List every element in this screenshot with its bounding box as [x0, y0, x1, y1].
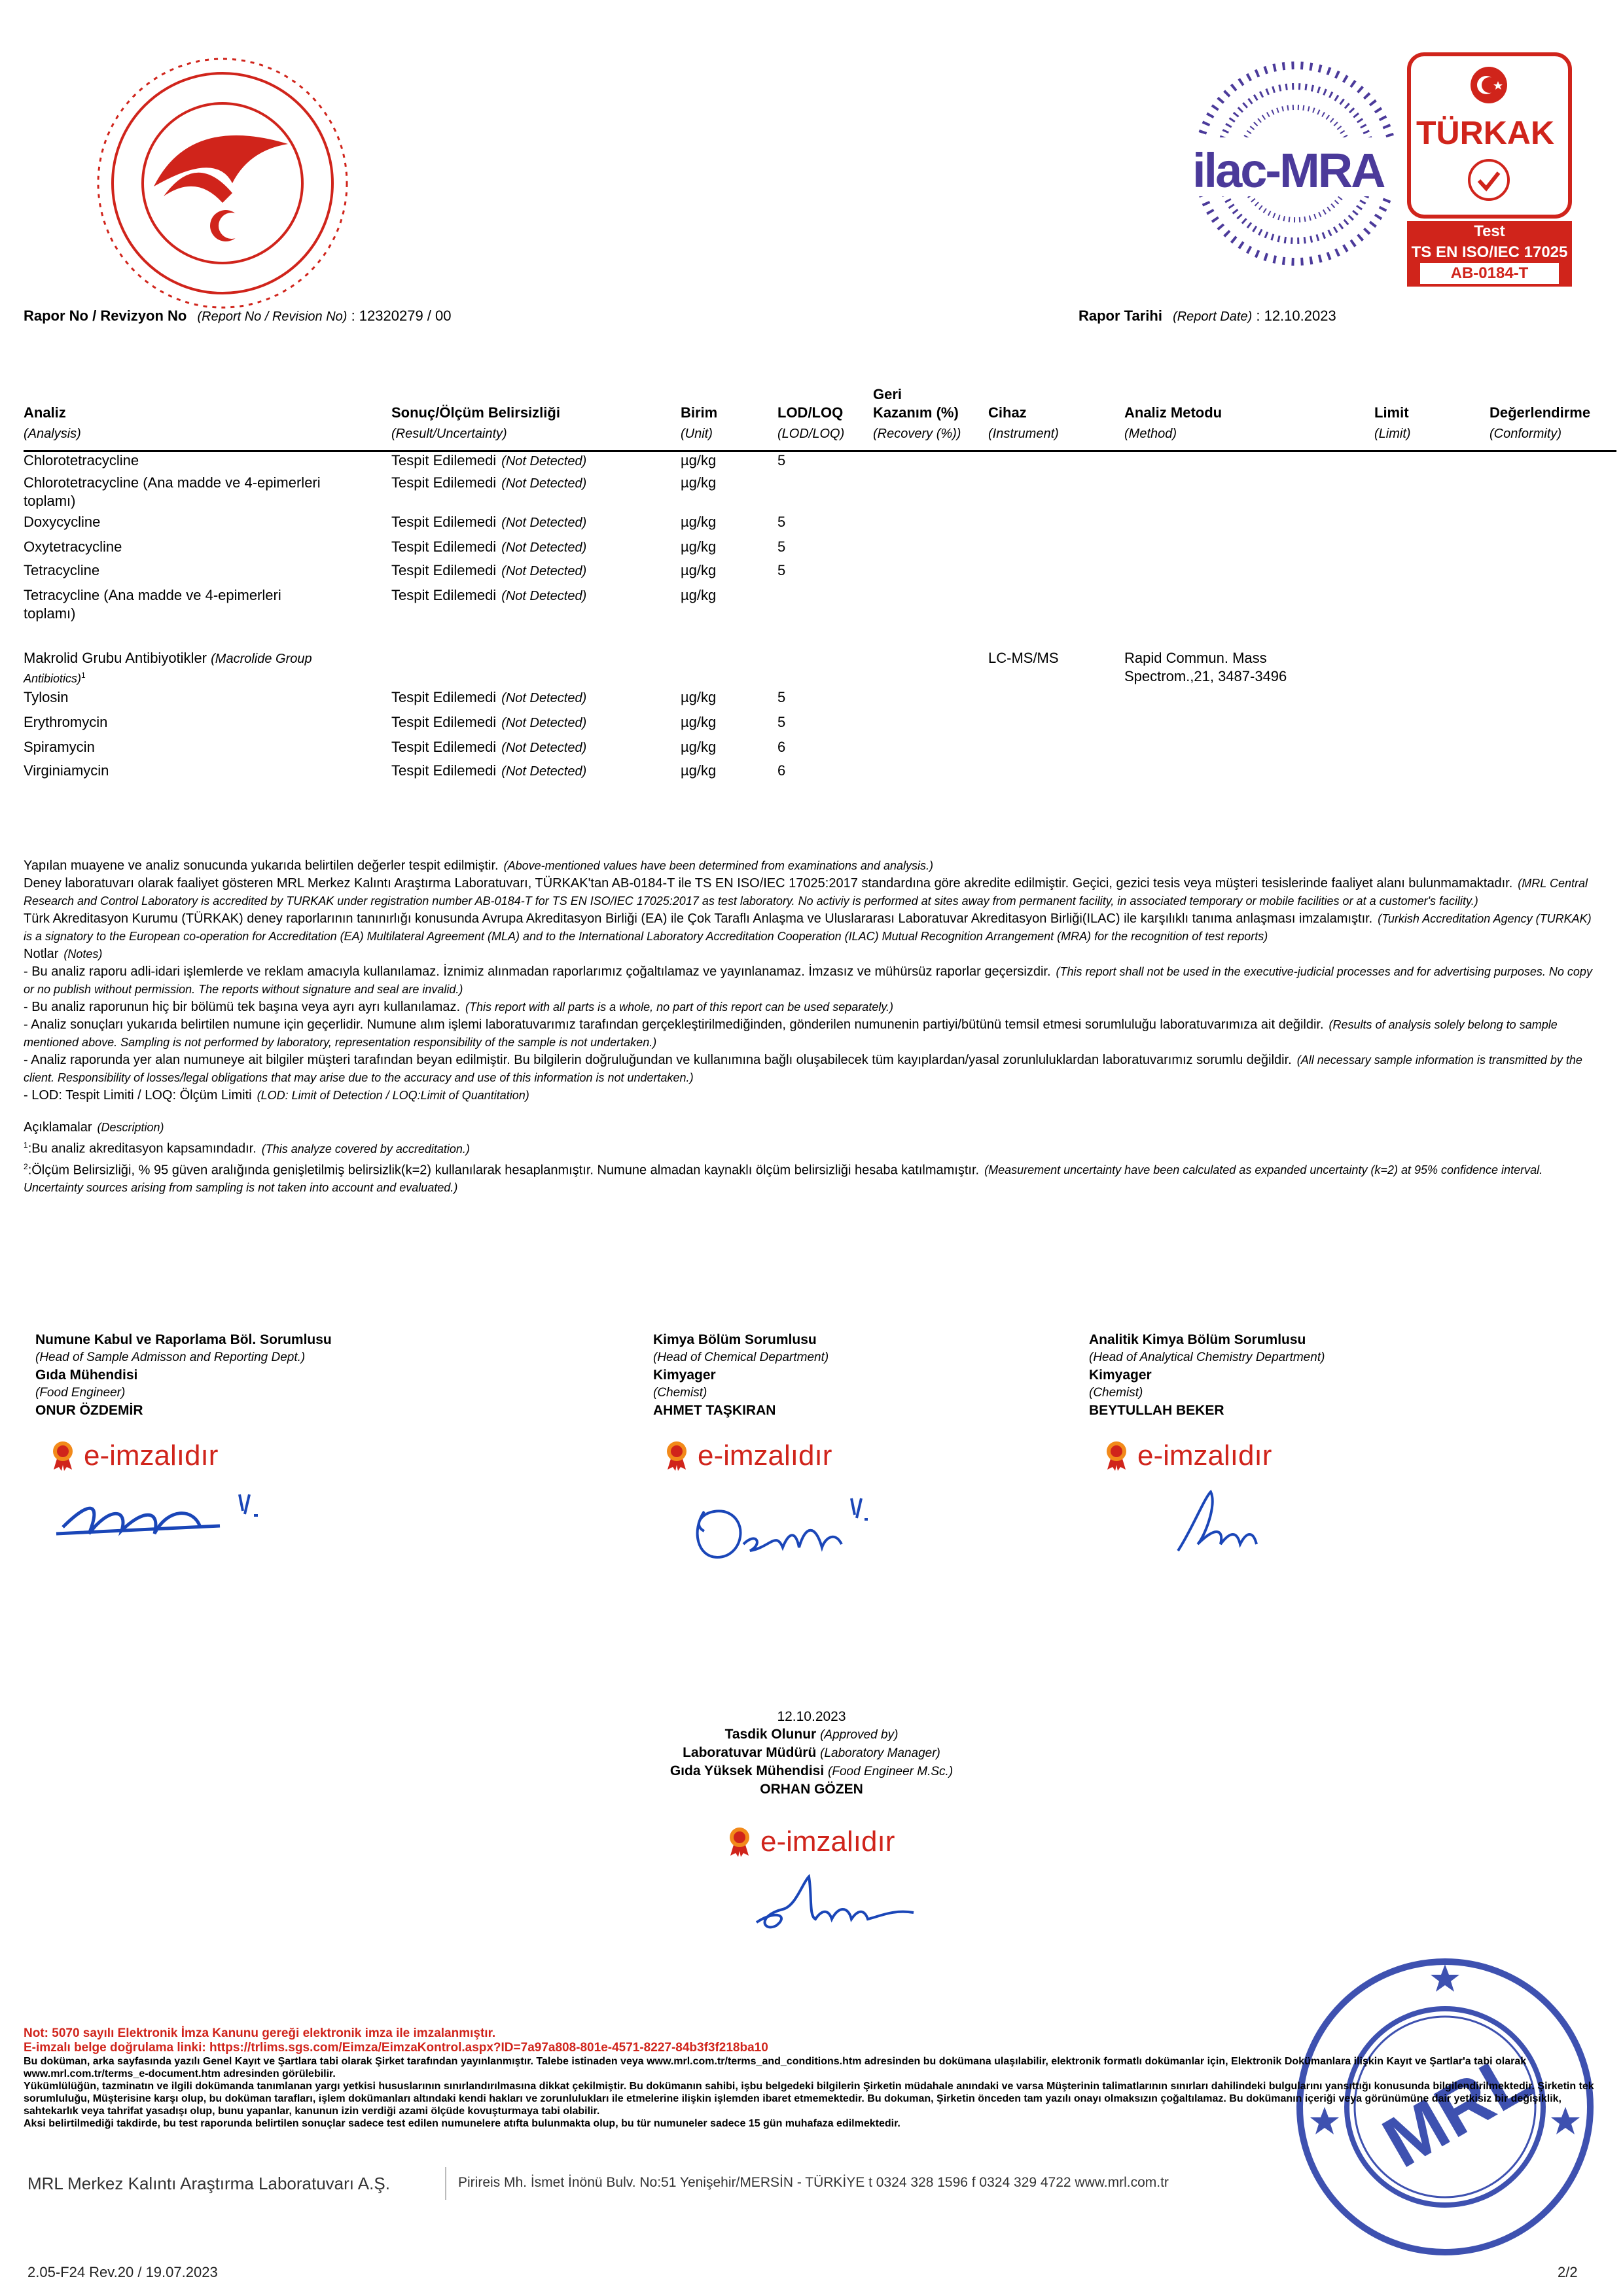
footer-address: Pirireis Mh. İsmet İnönü Bulv. No:51 Yenişehir/MERSİN - TÜRKİYE t 0324 328 1596 f 0324 329 4722 www.mrl.com.tr [458, 2175, 1169, 2190]
row-result [391, 538, 586, 557]
col-method-en: (Method) [1124, 427, 1177, 441]
expl-text: :Bu analiz akreditasyon kapsamındadır. [27, 1141, 257, 1156]
row-analysis-cont: toplamı) [24, 493, 76, 509]
signer-title: Analitik Kimya Bölüm Sorumlusu [1089, 1332, 1306, 1347]
result-en: (Not Detected) [501, 741, 587, 755]
turkak-logo [1407, 52, 1571, 288]
note-item [24, 1016, 1601, 1051]
expl-label-en: (Description) [97, 1121, 164, 1134]
approval-role: Gıda Yüksek Mühendisi [669, 1763, 825, 1778]
report-date-en: (Report Date) [1173, 309, 1253, 324]
group-name-en2: Antibiotics) [24, 672, 82, 685]
result-text: Tespit Edilemedi [391, 474, 497, 491]
esign-badge [1103, 1439, 1352, 1472]
col-unit-en: (Unit) [681, 427, 713, 441]
signer-title: Kimya Bölüm Sorumlusu [653, 1332, 817, 1347]
result-text: Tespit Edilemedi [391, 587, 497, 603]
col-recovery-en: (Recovery (%)) [873, 427, 961, 441]
col-analysis-en: (Analysis) [24, 427, 81, 441]
row-analysis: Virginiamycin [24, 762, 109, 779]
note-text: - Bu analiz raporu adli-idari işlemlerde ve reklam amacıyla kullanılamaz. İznimiz alınmadan raporlarımız çoğaltılamaz ve yayınlanamaz. İmzasız ve mühürsüz raporlar geçersizdir. [24, 964, 1051, 979]
result-text: Tespit Edilemedi [391, 762, 497, 779]
row-unit: µg/kg [681, 689, 717, 705]
legal-verify-link[interactable]: E-imzalı belge doğrulama linki: https://trlims.sgs.com/Eimza/EimzaKontrol.aspx?ID=7a97a808-801e-4571-8227-84b3f3f218ba10 [24, 2041, 768, 2055]
col-lod: LOD/LOQ [777, 404, 844, 421]
expl-sup: 2 [24, 1161, 28, 1171]
row-unit: µg/kg [681, 539, 717, 555]
expl-sup: 1 [24, 1140, 28, 1150]
explanations-label [24, 1119, 1601, 1137]
page-number: 2/2 [1558, 2264, 1578, 2280]
ilac-mra-logo [1191, 52, 1400, 275]
approval-label-en: (Approved by) [820, 1728, 899, 1742]
result-en: (Not Detected) [501, 564, 587, 578]
result-text: Tespit Edilemedi [391, 562, 497, 578]
col-recovery: Kazanım (%) [873, 404, 959, 421]
stamp-center: MRL [1370, 2035, 1546, 2183]
report-date-label: Rapor Tarihi [1079, 308, 1162, 324]
result-en: (Not Detected) [501, 516, 587, 530]
turkak-text: TÜRKAK [1416, 115, 1555, 151]
esign-text: e-imzalıdır [84, 1439, 219, 1472]
explanation-item [24, 1137, 1601, 1158]
award-ribbon-icon [664, 1439, 690, 1471]
row-unit: µg/kg [681, 587, 717, 603]
result-en: (Not Detected) [501, 454, 587, 468]
result-en: (Not Detected) [501, 691, 587, 705]
signer-role: Kimyager [653, 1368, 716, 1383]
report-date-value: : 12.10.2023 [1256, 308, 1336, 324]
col-limit-en: (Limit) [1374, 427, 1411, 441]
group-method-cont: Spectrom.,21, 3487-3496 [1124, 668, 1287, 684]
result-text: Tespit Edilemedi [391, 739, 497, 755]
row-unit: µg/kg [681, 762, 717, 779]
approval-label: Tasdik Olunur [724, 1727, 817, 1742]
col-instrument: Cihaz [988, 404, 1027, 421]
report-no-en: (Report No / Revision No) [197, 309, 348, 324]
legal-text: Aksi belirtilmediği takdirde, bu test raporunda belirtilen sonuçlar sadece test edilen numunelere atıfta bulunmakta olup, bu tür numuneler sadece 15 gün muhafaza edilmektedir. [24, 2118, 901, 2129]
note-text: - Bu analiz raporunun hiç bir bölümü tek başına veya ayrı ayrı kullanılamaz. [24, 1000, 461, 1014]
row-result [391, 474, 586, 493]
row-lod: 5 [777, 714, 786, 730]
esign-text: e-imzalıdır [1137, 1439, 1272, 1472]
result-en: (Not Detected) [501, 716, 587, 730]
signer-role-en: (Chemist) [653, 1386, 707, 1400]
note-en: (Turkish Accreditation Agency (TURKAK) is a signatory to the European co-operation for Accreditation (EA) Multilateral Agreement (MLA) and to the International Laboratory Accreditation Cooperation (ILAC) Mutual Recognition Arrangement (MRA) for the recognition of test reports) [24, 912, 1592, 943]
check-icon [1466, 157, 1512, 203]
approval-role-en: (Food Engineer M.Sc.) [828, 1765, 954, 1778]
result-text: Tespit Edilemedi [391, 714, 497, 730]
row-result [391, 561, 586, 580]
legal-esign-note: Not: 5070 sayılı Elektronik İmza Kanunu gereği elektronik imza ile imzalanmıştır. [24, 2026, 496, 2040]
row-result [391, 762, 586, 781]
result-text: Tespit Edilemedi [391, 514, 497, 530]
note-item [24, 963, 1601, 998]
note-en: (LOD: Limit of Detection / LOQ:Limit of Quantitation) [257, 1089, 529, 1102]
row-analysis-cont: toplamı) [24, 605, 76, 622]
expl-en: (This analyze covered by accreditation.) [261, 1142, 470, 1156]
approval-title-line [0, 1744, 1623, 1762]
row-lod: 6 [777, 762, 786, 779]
row-lod: 5 [777, 514, 786, 530]
note-en: (MRL Central Research and Control Laboratory is accredited by TURKAK under registration number AB-0184-T for TS EN ISO/IEC 17025:2017 as test laboratory. No activiy is performed at sites away from permanent facility, in associated temporary or mobile facilities or at a customer's facility.) [24, 877, 1588, 908]
esign-text: e-imzalıdır [760, 1826, 895, 1858]
note-en: (All necessary sample information is transmitted by the client. Responsibility of losses/legal obligations that may arise due to the accuracy and use of this information is not undertaken.) [24, 1053, 1582, 1084]
row-analysis: Doxycycline [24, 514, 101, 530]
result-en: (Not Detected) [501, 589, 587, 603]
note-paragraph [24, 857, 1601, 875]
note-text: Türk Akreditasyon Kurumu (TÜRKAK) deney raporlarının tanınırlığı konusunda Avrupa Akreditasyon Birliği (EA) ile Çok Taraflı Anlaşma ve Uluslararası Laboratuvar Akreditasyon Birliği(ILAC) ile karşılıklı tanıma anlaşması imzalamıştır. [24, 911, 1373, 926]
row-unit: µg/kg [681, 739, 717, 755]
group-superscript: 1 [81, 671, 86, 680]
signer-role-en: (Chemist) [1089, 1386, 1143, 1400]
notes-label-en: (Notes) [63, 947, 103, 961]
esign-badge [726, 1826, 975, 1858]
note-text: - Analiz sonuçları yukarıda belirtilen numune için geçerlidir. Numune alım işlemi laboratuvarımız tarafından gerçekleştirilmediğinden, gönderilen numunenin partiyi/bütünü temsil etmesi sorumluluğu laboratuvarımıza ait değildir. [24, 1017, 1324, 1032]
group-name-en: (Macrolide Group [211, 652, 312, 666]
award-ribbon-icon [1103, 1439, 1130, 1471]
signer-title-en: (Head of Sample Admisson and Reporting Dept.) [35, 1351, 306, 1364]
result-text: Tespit Edilemedi [391, 452, 497, 468]
expl-label-tr: Açıklamalar [24, 1120, 92, 1135]
col-unit: Birim [681, 404, 718, 421]
notes-label-tr: Notlar [24, 947, 59, 961]
signer-name: ONUR ÖZDEMİR [35, 1403, 143, 1418]
legal-text: Yükümlülüğün, tazminatın ve ilgili dokümanda tanımlanan yargı yetkisi hususlarının sınırlandırılmasına dikkat çekilmiştir. Bu dokümanın sahibi, işbu belgedeki bilgilerin Şirketin müdahale anındaki ve varsa Müşterinin talimatlarının sınırları dahilindeki bulgularını yansıttığı konusunda bilgilendirilmektedir. Şirketin tek sorumluluğu, Müşterisine karşı olup, bu doküman tarafları, işlem dokümanları altındaki kendi hakları ve zorunlulukları ile etmelerine ilişkin işlemden ibaret etmemektedir. Bu dokuman, Şirketin önceden tam yazılı onayı olmaksızın çoğaltılamaz. Bu dokümanın içeriği veya görünümüne dair yetkisiz bir değişiklik, sahtekarlık veya tahrifat yasadışı olup, bunu yapanlar, kanunun izin verdiği azami ölçüde kovuşturmaya tabi olabilir. [24, 2081, 1594, 2117]
explanation-item [24, 1158, 1601, 1197]
col-conformity-en: (Conformity) [1489, 427, 1562, 441]
report-no-label: Rapor No / Revizyon No [24, 308, 187, 324]
row-unit: µg/kg [681, 474, 717, 491]
col-analysis: Analiz [24, 404, 66, 421]
group-name [24, 649, 312, 668]
signer-role: Gıda Mühendisi [35, 1368, 138, 1383]
col-limit: Limit [1374, 404, 1409, 421]
col-result-en: (Result/Uncertainty) [391, 427, 507, 441]
note-item [24, 998, 1601, 1016]
result-en: (Not Detected) [501, 476, 587, 491]
row-lod: 5 [777, 562, 786, 578]
note-en: (This report with all parts is a whole, no part of this report can be used separately.) [465, 1000, 893, 1014]
signer-title-en: (Head of Chemical Department) [653, 1351, 829, 1364]
approval-role-line [0, 1762, 1623, 1780]
result-text: Tespit Edilemedi [391, 539, 497, 555]
row-unit: µg/kg [681, 514, 717, 530]
row-lod: 5 [777, 689, 786, 705]
legal-section [24, 2026, 1594, 2130]
row-result [391, 688, 586, 707]
award-ribbon-icon [726, 1826, 753, 1857]
row-analysis: Tetracycline (Ana madde ve 4-epimerleri [24, 587, 281, 603]
note-item [24, 1087, 1601, 1104]
report-no-line [24, 308, 452, 325]
row-result [391, 586, 586, 605]
signer-title-en: (Head of Analytical Chemistry Department) [1089, 1351, 1325, 1364]
signer-role-en: (Food Engineer) [35, 1386, 126, 1400]
esign-badge [50, 1439, 298, 1472]
row-analysis: Chlorotetracycline [24, 452, 139, 468]
approval-title-en: (Laboratory Manager) [820, 1746, 940, 1760]
row-analysis: Tylosin [24, 689, 69, 705]
handwritten-signature [50, 1481, 279, 1553]
esign-text: e-imzalıdır [698, 1439, 832, 1472]
group-name-tr: Makrolid Grubu Antibiyotikler [24, 650, 207, 666]
ilac-mra-text: ilac-MRA [1192, 143, 1384, 198]
note-en: (This report shall not be used in the executive-judicial processes and for advertising purposes. No copy or no publish without permission. The reports without signature and seal are invalid.) [24, 965, 1592, 996]
row-unit: µg/kg [681, 452, 717, 468]
approval-name: ORHAN GÖZEN [760, 1782, 863, 1797]
row-unit: µg/kg [681, 562, 717, 578]
ministry-logo [92, 52, 353, 314]
approval-block [0, 1708, 1623, 1798]
report-no-value: : 12320279 / 00 [351, 308, 452, 324]
note-text: Yapılan muayene ve analiz sonucunda yukarıda belirtilen değerler tespit edilmiştir. [24, 858, 499, 873]
expl-en: (Measurement uncertainty have been calculated as expanded uncertainty (k=2) at 95% confidence interval. Uncertainty sources arising from sampling is not taken into account and evaluated.) [24, 1163, 1543, 1195]
signer-block [1089, 1331, 1325, 1419]
row-result [391, 713, 586, 732]
col-recovery-top: Geri [873, 386, 902, 402]
award-ribbon-icon [50, 1439, 76, 1471]
expl-text: :Ölçüm Belirsizliği, % 95 güven aralığında genişletilmiş belirsizlik(k=2) kullanılarak hesaplanmıştır. Numune almadan kaynaklı ölçüm belirsizliği hesaba katılmamıştır. [27, 1163, 980, 1178]
row-result [391, 451, 586, 470]
handwritten-signature [750, 1870, 933, 1935]
col-result: Sonuç/Ölçüm Belirsizliği [391, 404, 560, 421]
row-lod: 6 [777, 739, 786, 755]
report-date-line [1079, 308, 1336, 325]
note-paragraph [24, 875, 1601, 910]
footer-form-code: 2.05-F24 Rev.20 / 19.07.2023 [27, 2264, 218, 2280]
footer-divider [445, 2167, 446, 2200]
notes-label [24, 945, 1601, 963]
approval-title: Laboratuvar Müdürü [683, 1745, 817, 1760]
note-item [24, 1051, 1601, 1087]
result-text: Tespit Edilemedi [391, 689, 497, 705]
notes-section [24, 857, 1601, 1197]
handwritten-signature [1165, 1479, 1270, 1564]
note-en: (Results of analysis solely belong to sample mentioned above. Sampling is not performed by laboratory, representation responsibility of the sample is not undertaken.) [24, 1018, 1558, 1049]
approval-label-line [0, 1725, 1623, 1744]
result-en: (Not Detected) [501, 540, 587, 555]
note-text: - Analiz raporunda yer alan numuneye ait bilgiler müşteri tarafından beyan edilmiştir. Bu bilgilerin doğruluğundan ve kullanımına bağlı oluşabilecek tüm kayıplardan/yasal zorunluluklardan laboratuvarımız sorumlu değildir. [24, 1053, 1292, 1067]
row-lod: 5 [777, 539, 786, 555]
note-paragraph [24, 910, 1601, 945]
header-rule [24, 450, 1616, 452]
approval-date: 12.10.2023 [777, 1709, 846, 1724]
signer-block [35, 1331, 332, 1419]
col-instrument-en: (Instrument) [988, 427, 1059, 441]
row-lod: 5 [777, 452, 786, 468]
row-analysis: Tetracycline [24, 562, 100, 578]
group-method: Rapid Commun. Mass [1124, 650, 1267, 666]
col-method: Analiz Metodu [1124, 404, 1222, 421]
signer-title: Numune Kabul ve Raporlama Böl. Sorumlusu [35, 1332, 332, 1347]
row-result [391, 738, 586, 757]
signer-block [653, 1331, 829, 1419]
signer-name: BEYTULLAH BEKER [1089, 1403, 1224, 1418]
note-text: - LOD: Tespit Limiti / LOQ: Ölçüm Limiti [24, 1088, 252, 1103]
note-text: Deney laboratuvarı olarak faaliyet gösteren MRL Merkez Kalıntı Araştırma Laboratuvarı, TÜRKAK'tan AB-0184-T ile TS EN ISO/IEC 17025:2017 standardına göre akredite edilmiştir. Geçici, gezici tesis veya müşteri tesislerinde faaliyet alanı bulunmamaktadır. [24, 876, 1513, 891]
row-analysis: Spiramycin [24, 739, 95, 755]
row-analysis: Erythromycin [24, 714, 108, 730]
row-analysis: Oxytetracycline [24, 539, 122, 555]
signer-role: Kimyager [1089, 1368, 1152, 1383]
row-result [391, 513, 586, 532]
group-instrument: LC-MS/MS [988, 650, 1059, 666]
esign-badge [664, 1439, 912, 1472]
row-analysis: Chlorotetracycline (Ana madde ve 4-epimerleri [24, 474, 321, 491]
signer-name: AHMET TAŞKIRAN [653, 1403, 776, 1418]
handwritten-signature [678, 1485, 894, 1570]
note-en: (Above-mentioned values have been determined from examinations and analysis.) [503, 859, 933, 872]
row-unit: µg/kg [681, 714, 717, 730]
group-name-cont [24, 666, 86, 688]
footer-company: MRL Merkez Kalıntı Araştırma Laboratuvarı A.Ş. [27, 2174, 390, 2193]
legal-text: Bu doküman, arka sayfasında yazılı Genel Kayıt ve Şartlara tabi olarak Şirket tarafından yayınlanmıştır. Talebe istinaden veya www.mrl.com.tr/terms_and_conditions.htm adresinden bu dokümana ulaşılabilir, elektronik formatlı dokümanlar için, Elektronik Dokümanlara ilişkin Kayıt ve Şartlar'a tabi olarak www.mrl.com.tr/terms_e-document.htm adresinden görülebilir. [24, 2056, 1527, 2079]
turkak-badge: Test TS EN ISO/IEC 17025 AB-0184-T [1407, 221, 1572, 287]
col-lod-en: (LOD/LOQ) [777, 427, 845, 441]
result-en: (Not Detected) [501, 764, 587, 779]
col-conformity: Değerlendirme [1489, 404, 1591, 421]
